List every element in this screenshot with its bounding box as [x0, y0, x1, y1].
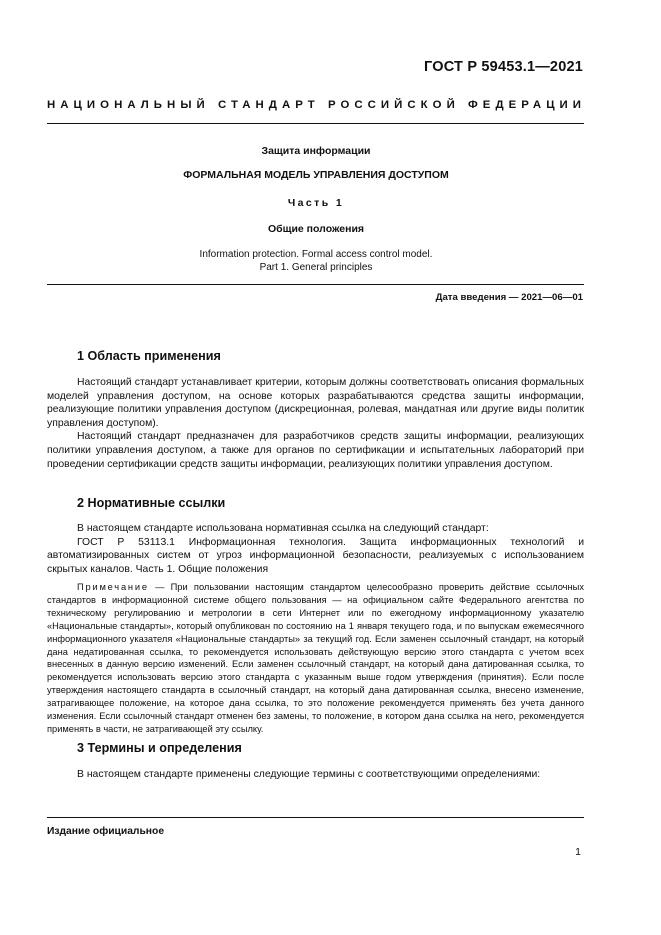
footer-divider [47, 817, 584, 818]
section-3-body [47, 768, 584, 782]
note-label: Примечание [77, 582, 149, 592]
standard-code: ГОСТ Р 59453.1—2021 [424, 59, 583, 75]
section-3-paragraph-1: В настоящем стандарте применены следующие термины с соответствующими определениями: [77, 769, 541, 780]
section-2-body [47, 522, 584, 576]
english-title-line-2: Part 1. General principles [259, 262, 373, 273]
section-2-note [47, 581, 584, 736]
document-part-title: Общие положения [267, 223, 365, 235]
introduction-date: Дата введения — 2021—06—01 [435, 292, 583, 303]
section-1-paragraph-1: Настоящий стандарт устанавливает критерии, которым должны соответствовать описания формальных моделей управления доступом, на основе которых разрабатываются средства защиты информации, реализующие политики управления доступом (дискреционная, ролевая, мандатная или другие виды политик управления доступом). [47, 377, 584, 429]
official-edition-label: Издание официальное [47, 826, 165, 837]
page-number: 1 [575, 846, 581, 858]
section-2-reference: ГОСТ Р 53113.1 Информационная технология. Защита информационных технологий и автоматизированных систем от угроз информационной безопасности, реализуемых с использованием скрытых каналов. Часть 1. Общие положения [47, 536, 584, 575]
section-1-heading: 1 Область применения [77, 349, 221, 363]
section-1-body [47, 376, 584, 471]
english-title-line-1: Information protection. Formal access control model. [199, 249, 433, 260]
section-2-heading: 2 Нормативные ссылки [77, 496, 226, 510]
english-title [47, 248, 585, 274]
section-1-paragraph-2: Настоящий стандарт предназначен для разработчиков средств защиты информации, реализующих политики управления доступом, а также для органов по сертификации и испытательных лабораторий при проведении сертификации средств защиты информации, реализующих политики управления доступом. [47, 431, 584, 470]
title-divider [47, 284, 584, 285]
document-subject: Защита информации [261, 145, 371, 157]
section-2-paragraph-1: В настоящем стандарте использована нормативная ссылка на следующий стандарт: [77, 523, 489, 534]
document-title: ФОРМАЛЬНАЯ МОДЕЛЬ УПРАВЛЕНИЯ ДОСТУПОМ [183, 169, 449, 181]
section-3-heading: 3 Термины и определения [77, 741, 242, 755]
national-standard-banner: НАЦИОНАЛЬНЫЙ СТАНДАРТ РОССИЙСКОЙ ФЕДЕРАЦИИ [47, 99, 587, 111]
document-part: Часть 1 [287, 197, 345, 209]
header-divider [47, 123, 584, 124]
note-text: — При пользовании настоящим стандартом целесообразно проверить действие ссылочных стандартов в информационной системе общего пользования — на официальном сайте Федерального агентства по техническому регулированию и метрологии в сети Интернет или по ежегодному информационному указателю «Национальные стандарты», который опубликован по состоянию на 1 января текущего года, и по выпускам ежемесячного информационного указателя «Национальные стандарты» за текущий год. Если заменен ссылочный стандарт, на который дана недатированная ссылка, то рекомендуется использовать действующую версию этого стандарта с учетом всех внесенных в данную версию изменений. Если заменен ссылочный стандарт, на который дана датированная ссылка, то рекомендуется использовать версию этого стандарта с указанным выше годом утверждения (принятия). Если после утверждения настоящего стандарта в ссылочный стандарт, на который дана датированная ссылка, внесено изменение, затрагивающее положение, на которое дана ссылка, то это положение рекомендуется применять без учета данного изменения. Если ссылочный стандарт отменен без замены, то положение, в котором дана ссылка на него, рекомендуется применять в части, не затрагивающей эту ссылку. [47, 582, 584, 734]
